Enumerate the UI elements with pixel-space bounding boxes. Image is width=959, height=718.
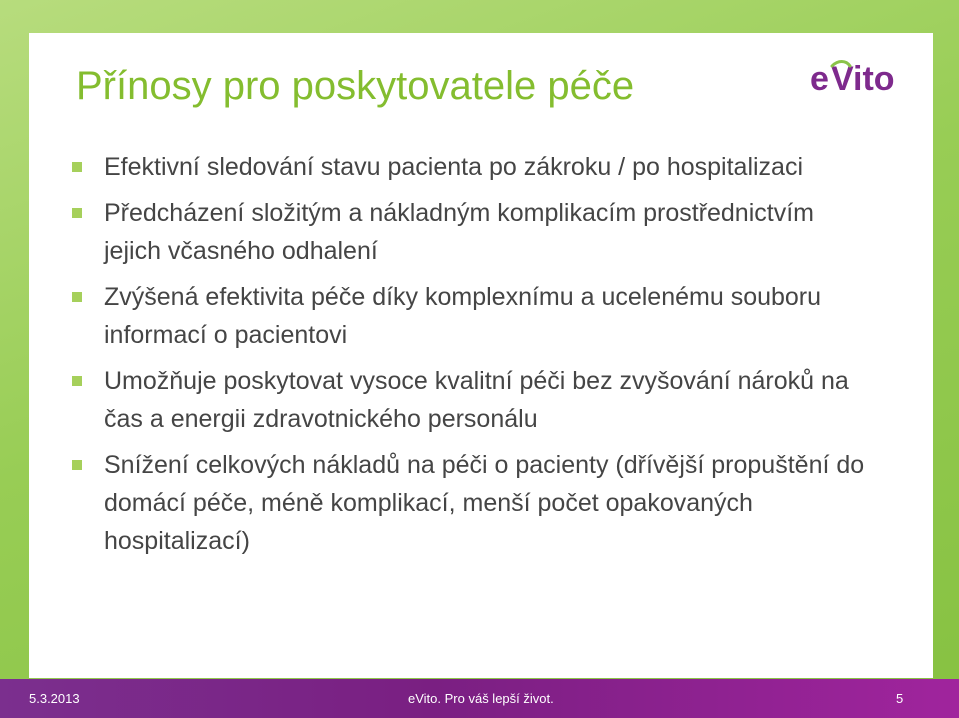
evito-logo-icon xyxy=(810,58,910,98)
bullet-square-icon xyxy=(72,292,82,302)
svg-text:V: V xyxy=(831,60,854,98)
bullet-item xyxy=(72,446,872,560)
bullet-square-icon xyxy=(72,460,82,470)
bullet-square-icon xyxy=(72,162,82,172)
footer-tagline: eVito. Pro váš lepší život. xyxy=(408,691,554,706)
bullet-text: Zvýšená efektivita péče díky komplexnímu a ucelenému souboru informací o pacientovi xyxy=(104,283,822,349)
bullet-text: Snížení celkových nákladů na péči o pacienty (dřívější propuštění do domácí péče, méně komplikací, menší počet opakovaných hospitalizací) xyxy=(104,451,865,555)
page-number: 5 xyxy=(896,691,904,706)
bullet-item xyxy=(72,362,872,438)
slide-footer xyxy=(0,679,959,718)
bullet-item xyxy=(72,194,872,270)
svg-text:e: e xyxy=(810,60,829,98)
bullet-item xyxy=(72,148,872,186)
bullet-square-icon xyxy=(72,376,82,386)
svg-text:ito: ito xyxy=(853,60,895,98)
bullet-item xyxy=(72,278,872,354)
bullet-text: Efektivní sledování stavu pacienta po zákroku / po hospitalizaci xyxy=(104,153,804,181)
bullet-text: Umožňuje poskytovat vysoce kvalitní péči bez zvyšování nároků na čas a energii zdravotnického personálu xyxy=(104,367,849,433)
bullet-square-icon xyxy=(72,208,82,218)
bullet-list xyxy=(72,148,872,568)
bullet-text: Předcházení složitým a nákladným komplikacím prostřednictvím jejich včasného odhalení xyxy=(104,199,814,265)
slide-title: Přínosy pro poskytovatele péče xyxy=(76,64,635,108)
footer-date: 5.3.2013 xyxy=(29,691,80,706)
